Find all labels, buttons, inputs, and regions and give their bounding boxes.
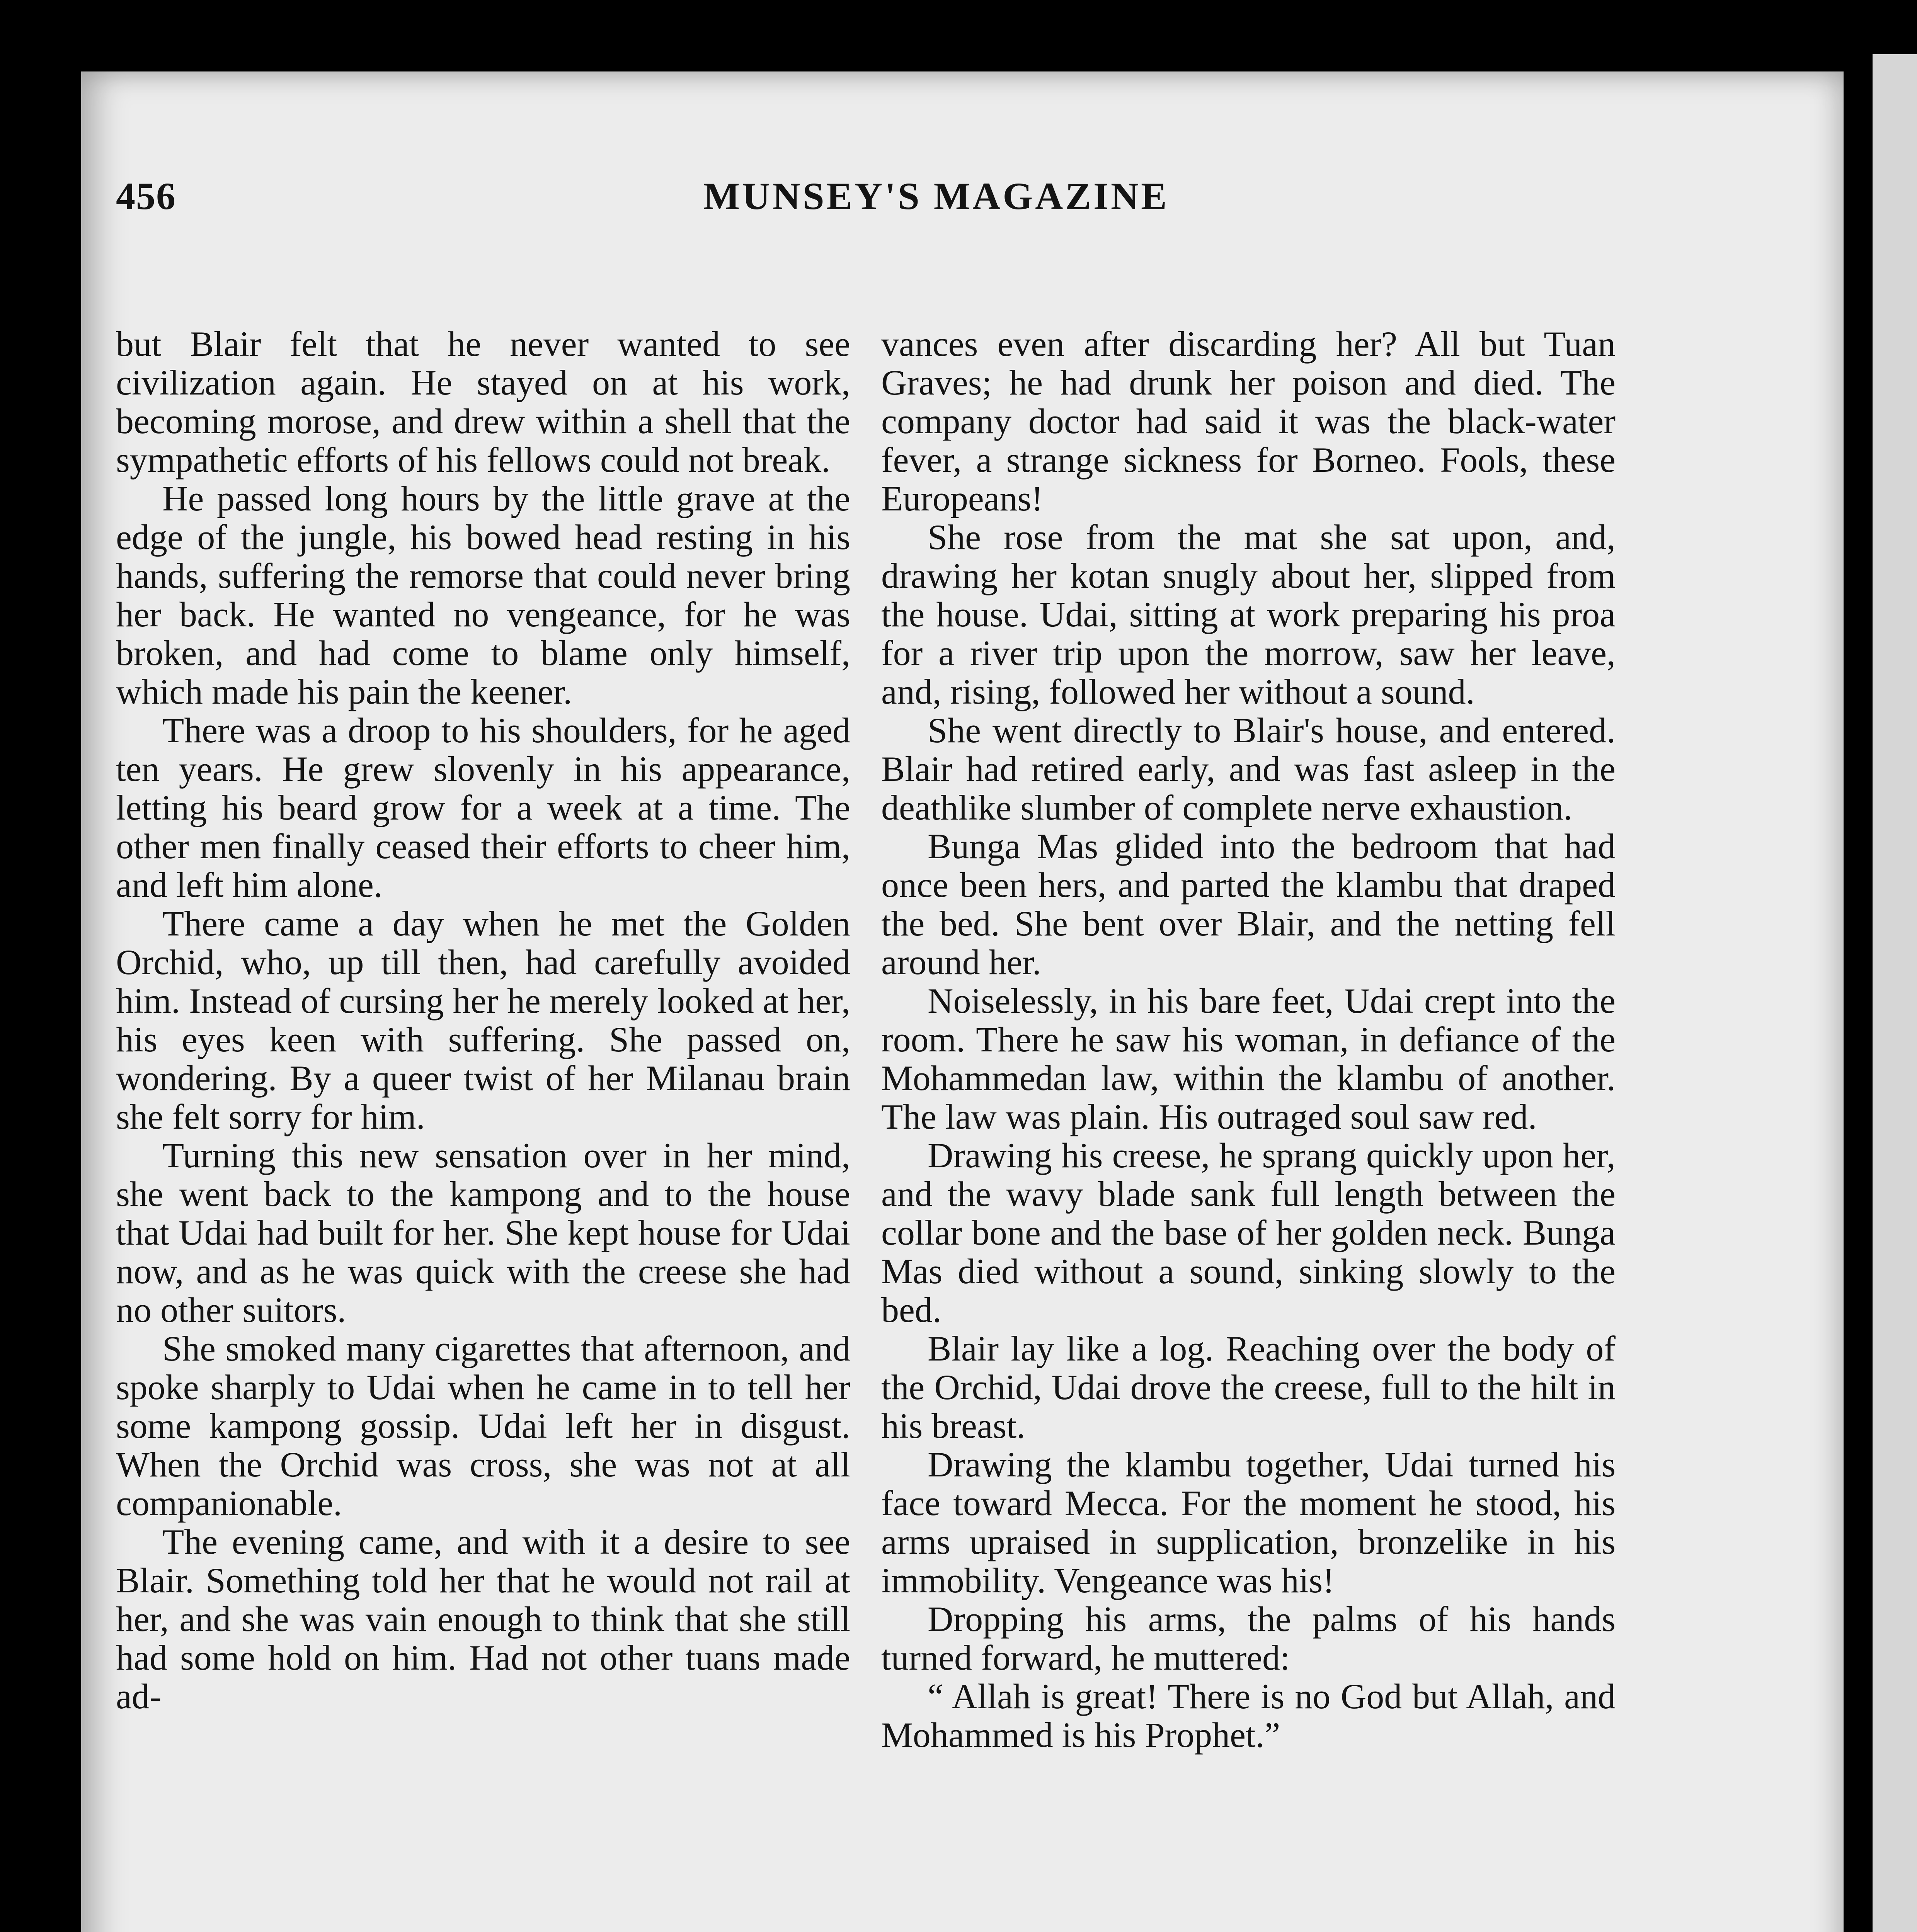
story-paragraph: The evening came, and with it a desire to see Blair. Something told her that he would not rail at her, and she was vain enough to think that she still had some hold on him. Had not other tuans made ad- — [116, 1522, 850, 1716]
story-paragraph: Drawing his creese, he sprang quickly upon her, and the wavy blade sank full length between the collar bone and the base of her golden neck. Bunga Mas died without a sound, sinking slowly to the bed. — [881, 1136, 1616, 1330]
story-left-column — [116, 325, 850, 1932]
story-paragraph: He passed long hours by the little grave at the edge of the jungle, his bowed head resting in his hands, suffering the remorse that could never bring her back. He wanted no vengeance, for he was broken, and had come to blame only himself, which made his pain the keener. — [116, 479, 850, 711]
page-number: 456 — [116, 175, 176, 218]
running-head — [116, 174, 1662, 236]
story-paragraph: vances even after discarding her? All but Tuan Graves; he had drunk her poison and died. The company doctor had said it was the black-water fever, a strange sickness for Borneo. Fools, these Europeans! — [881, 325, 1616, 518]
story-paragraph: She rose from the mat she sat upon, and, drawing her kotan snugly about her, slipped from the house. Udai, sitting at work preparing his proa for a river trip upon the morrow, saw her leave, and, rising, followed her without a sound. — [881, 517, 1616, 711]
story-paragraph: Drawing the klambu together, Udai turned his face toward Mecca. For the moment he stood, his arms upraised in supplication, bronzelike in his immobility. Vengeance was his! — [881, 1445, 1616, 1600]
story-paragraph: She went directly to Blair's house, and entered. Blair had retired early, and was fast asleep in the deathlike slumber of complete nerve exhaustion. — [881, 711, 1616, 827]
story-right-column — [881, 325, 1616, 1932]
story-paragraph: Bunga Mas glided into the bedroom that had once been hers, and parted the klambu that draped the bed. She bent over Blair, and the netting fell around her. — [881, 827, 1616, 982]
adjacent-page-edge — [1873, 54, 1917, 1932]
story-paragraph: Blair lay like a log. Reaching over the body of the Orchid, Udai drove the creese, full to the hilt in his breast. — [881, 1329, 1616, 1446]
story-paragraph: Noiselessly, in his bare feet, Udai crept into the room. There he saw his woman, in defiance of the Mohammedan law, within the klambu of another. The law was plain. His outraged soul saw red. — [881, 981, 1616, 1136]
story-paragraph: She smoked many cigarettes that afternoon, and spoke sharply to Udai when he came in to tell her some kampong gossip. Udai left her in disgust. When the Orchid was cross, she was not at all companionable. — [116, 1329, 850, 1523]
story-paragraph: but Blair felt that he never wanted to see civilization again. He stayed on at his work, becoming morose, and drew within a shell that the sympathetic efforts of his fellows could not break. — [116, 325, 850, 480]
magazine-title: MUNSEY'S MAGAZINE — [703, 175, 1169, 218]
story-paragraph: There was a droop to his shoulders, for he aged ten years. He grew slovenly in his appearance, letting his beard grow for a week at a time. The other men finally ceased their efforts to cheer him, and left him alone. — [116, 711, 850, 905]
story-paragraph: Turning this new sensation over in her mind, she went back to the kampong and to the house that Udai had built for her. She kept house for Udai now, and as he was quick with the creese she had no other suitors. — [116, 1136, 850, 1330]
story-paragraph: “ Allah is great! There is no God but Allah, and Mohammed is his Prophet.” — [881, 1677, 1616, 1755]
story-paragraph: Dropping his arms, the palms of his hands turned forward, he muttered: — [881, 1599, 1616, 1677]
story-paragraph: There came a day when he met the Golden Orchid, who, up till then, had carefully avoided him. Instead of cursing her he merely looked at her, his eyes keen with suffering. She passed on, wondering. By a queer twist of her Milanau brain she felt sorry for him. — [116, 904, 850, 1136]
